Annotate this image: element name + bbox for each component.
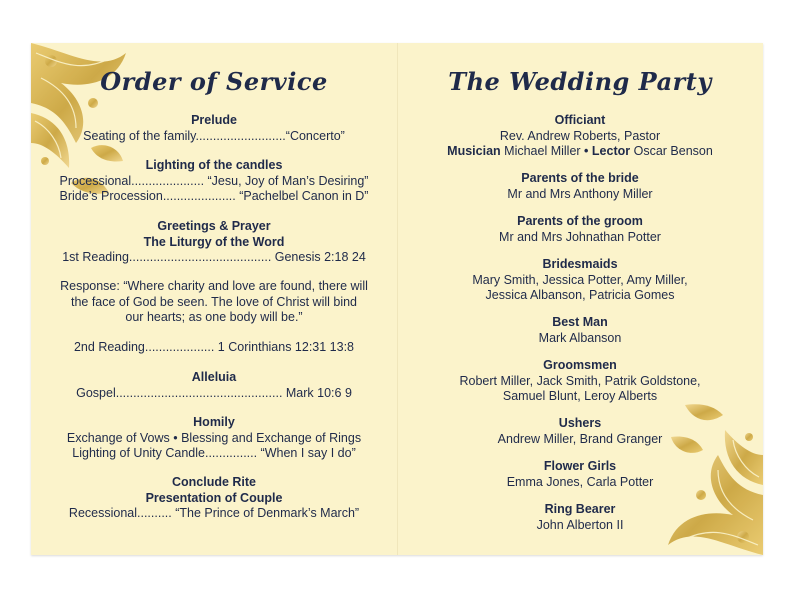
candles-section (31, 158, 397, 205)
center-fold (397, 43, 398, 555)
program-line: Emma Jones, Carla Potter (506, 474, 654, 489)
program-line: Robert Miller, Jack Smith, Patrik Goldstone, (459, 373, 701, 388)
section-heading: Ushers (558, 416, 602, 430)
program-line: Response: “Where charity and love are found, there will (60, 279, 368, 293)
program-line: Jessica Albanson, Patricia Gomes (485, 288, 675, 302)
lector-name: Oscar Benson (633, 144, 713, 158)
program-line: Mark Albanson (538, 330, 622, 345)
musician-label: Musician (447, 144, 501, 158)
program-line: Recessional.......... “The Prince of Denmark’s March” (68, 506, 360, 520)
flower-girls-section (397, 459, 763, 490)
musician-lector-line (397, 144, 763, 160)
section-heading: Prelude (191, 113, 237, 127)
groom-parents-section (397, 214, 763, 245)
program-line: Mary Smith, Jessica Potter, Amy Miller, (472, 272, 688, 287)
program-line: Rev. Andrew Roberts, Pastor (499, 128, 661, 143)
program-line: 2nd Reading.................... 1 Corinthians 12:31 13:8 (73, 340, 355, 354)
groomsmen-section (397, 358, 763, 405)
second-reading-section (31, 340, 397, 356)
program-line: Gospel................................................ Mark 10:6 9 (76, 385, 352, 400)
section-heading: The Liturgy of the Word (143, 234, 285, 249)
conclude-section (31, 475, 397, 522)
section-heading: Parents of the groom (517, 214, 643, 228)
program-line: Andrew Miller, Brand Granger (497, 431, 663, 446)
section-heading: Homily (193, 415, 235, 429)
section-heading: Lighting of the candles (145, 158, 283, 172)
best-man-section (397, 315, 763, 346)
program-line: Lighting of Unity Candle............... “When I say I do” (72, 446, 356, 460)
program-line: the face of God be seen. The love of Christ will bind (70, 294, 358, 309)
lector-label: Lector (591, 144, 631, 158)
ring-bearer-section (397, 502, 763, 533)
alleluia-section (31, 370, 397, 401)
section-heading: Officiant (554, 113, 606, 127)
section-heading: Presentation of Couple (145, 490, 283, 505)
program-line: Seating of the family..........................“Concerto” (83, 128, 345, 143)
officiant-section (397, 113, 763, 160)
wedding-party-title: The Wedding Party (448, 67, 712, 96)
program-line: Processional..................... “Jesu, Joy of Man’s Desiring” (59, 173, 369, 188)
section-heading: Conclude Rite (171, 475, 257, 489)
section-heading: Ring Bearer (544, 502, 616, 516)
musician-name: Michael Miller (504, 144, 581, 158)
section-heading: Alleluia (191, 370, 237, 384)
prelude-section (31, 113, 397, 144)
bride-parents-section (397, 171, 763, 202)
program-line: Bride’s Procession..................... “Pachelbel Canon in D” (59, 189, 369, 203)
program-line: 1st Reading......................................... Genesis 2:18 24 (62, 250, 366, 264)
section-heading: Bridesmaids (542, 257, 618, 271)
bullet-separator: • (584, 144, 589, 158)
program-line: our hearts; as one body will be.” (125, 310, 303, 324)
section-heading: Groomsmen (543, 358, 617, 372)
program-line: Samuel Blunt, Leroy Alberts (502, 389, 658, 403)
program-line: John Alberton II (536, 517, 624, 532)
section-heading: Parents of the bride (521, 171, 639, 185)
program-line: Exchange of Vows • Blessing and Exchange of Rings (66, 430, 362, 445)
ushers-section (397, 416, 763, 447)
section-heading: Flower Girls (543, 459, 617, 473)
program-line: Mr and Mrs Johnathan Potter (499, 229, 661, 244)
order-of-service-title: Order of Service (100, 67, 328, 96)
bridesmaids-section (397, 257, 763, 304)
program-line: Mr and Mrs Anthony Miller (507, 186, 653, 201)
response-section (31, 279, 397, 326)
section-heading: Best Man (552, 315, 608, 329)
homily-section (31, 415, 397, 462)
greetings-section (31, 219, 397, 266)
section-heading: Greetings & Prayer (157, 219, 271, 233)
